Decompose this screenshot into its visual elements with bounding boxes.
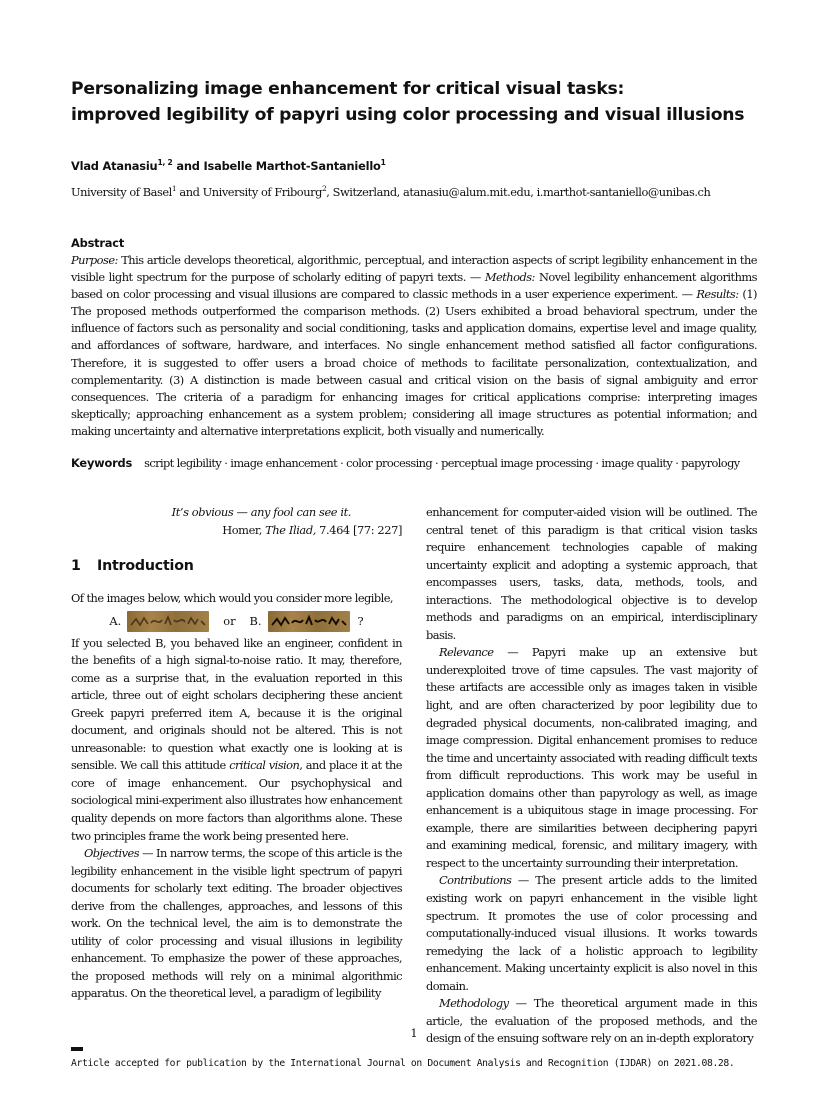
affil-mark-2: 2: [321, 184, 327, 193]
contributions-label: Contributions: [439, 873, 512, 888]
affil-mark-1: 1: [171, 184, 177, 193]
intro-paragraph-methodology: [426, 995, 757, 1048]
intro-lead: Of the images below, which would you consider more legible,: [71, 591, 393, 605]
author-1: Vlad Atanasiu: [71, 158, 158, 173]
abstract-methods-text: Novel legibility enhancement algorithms based on color processing and visual illusions are compared to classic methods in a user experience experiment. —: [71, 270, 757, 302]
epigraph-quote: It’s obvious — any fool can see it.: [171, 505, 351, 519]
affil-part-1: University of Basel: [71, 184, 172, 199]
author-connector: and: [172, 158, 204, 173]
relevance-text: — Papyri make up an extensive but underexploited trove of time capsules. The vast majority of these artifacts are accessible only as images taken in visible light, and are often characterized by poor legibility due to degraded physical documents, non-calibrated imaging, and image compression. Digital enhancement promises to reduce the time and uncertainty associated with reading difficult texts from difficult reproductions. This work may be useful in application domains other than papyrology as well, as image enhancement is a ubiquitous stage in image processing. For example, there are similarities between deciphering papyri and examining medical, forensic, and military imagery, with respect to the uncertainty surrounding their interpretation.: [426, 645, 757, 870]
intro-p1-b: and place it at the core of image enhancement. Our psychophysical and sociological mini-experiment also illustrates how enhancement quality depends on more factors than algorithms alone. These two principles frame the work being presented here.: [71, 758, 402, 843]
author-list: [71, 158, 386, 173]
abstract-heading: Abstract: [71, 236, 125, 250]
epigraph-source: [71, 522, 402, 540]
figure-label-a: A.: [109, 614, 122, 629]
methodology-text: — The theoretical argument made in this article, the evaluation of the proposed methods, and the design of the ensuing software rely on an in-depth exploratory: [426, 996, 757, 1046]
author-2: Isabelle Marthot-Santaniello: [203, 158, 381, 173]
intro-paragraph-contributions: [426, 872, 757, 995]
intro-paragraph-relevance: [426, 644, 757, 872]
abstract-purpose-label: Purpose:: [71, 253, 118, 267]
papyrus-image-b: [268, 611, 350, 632]
intro-paragraph-continued: enhancement for computer-aided vision will be outlined. The central tenet of this paradigm is that critical vision tasks require enhancement technologies capable of making uncertainty explicit and adopting a systemic approach, that encompasses users, tasks, data, methods, tools, and interactions. The methodological objective is to develop methods and paradigms on an empirical, interdisciplinary basis.: [426, 505, 757, 642]
section-number: 1: [71, 558, 81, 574]
author-1-affil-mark: 1, 2: [157, 158, 173, 167]
affil-part-2: and University of Fribourg: [176, 184, 322, 199]
author-2-affil-mark: 1: [380, 158, 386, 167]
paper-title: [71, 76, 771, 128]
epigraph: [71, 504, 402, 539]
papyrus-image-a: [127, 611, 209, 632]
abstract-results-label: Results:: [696, 287, 739, 302]
intro-paragraph-objectives: [71, 845, 402, 1003]
intro-paragraph-1: [71, 635, 402, 846]
abstract-methods-label: Methods:: [484, 270, 535, 285]
papyrus-comparison-figure: [71, 608, 402, 635]
intro-p1-a: If you selected B, you behaved like an engineer, confident in the benefits of a high signal-to-noise ratio. It may, therefore, come as a surprise that, in the evaluation reported in this article, three out of eight scholars deciphering these ancient Greek papyri preferred item A, because it is the original document, and originals should not be altered. This is not unreasonable: to question what exactly one is looking at is sensible. We call this attitude: [71, 635, 402, 773]
abstract-purpose-text: This article develops theoretical, algorithmic, perceptual, and interaction aspects of script legibility enhancement in the visible light spectrum for the purpose of scholarly editing of papyri texts. —: [71, 253, 757, 285]
publication-note: Article accepted for publication by the International Journal on Document Analysis and Recognition (IJDAR) on 2021.08.28.: [71, 1058, 735, 1069]
objectives-text: — In narrow terms, the scope of this article is the legibility enhancement in the visible light spectrum of papyri documents for scholarly text editing. The broader objectives derive from the challenges, approaches, and lessons of this work. On the technical level, the aim is to demonstrate the utility of color processing and visual illusions in legibility enhancement. To emphasize the power of these approaches, the proposed methods will rely on a minimal algorithmic apparatus. On the theoretical level, a paradigm of legibility: [71, 846, 402, 1001]
keywords-text: script legibility · image enhancement · color processing · perceptual image processing · image quality · papyrology: [144, 456, 740, 470]
objectives-label: Objectives: [84, 846, 140, 861]
affiliations: [71, 184, 791, 199]
epigraph-author: Homer,: [222, 522, 266, 537]
section-heading: [71, 558, 402, 574]
affil-part-3: , Switzerland, atanasiu@alum.mit.edu, i.marthot-santaniello@unibas.ch: [326, 184, 711, 199]
figure-or: or: [223, 614, 236, 629]
abstract-body: [71, 252, 757, 440]
page-number: 1: [410, 1026, 418, 1040]
abstract-results-text: (1) The proposed methods outperformed the comparison methods. (2) Users exhibited a broad behavioral spectrum, under the influence of factors such as personality and social conditioning, tasks and application domains, expertise level and image quality, and affordances of software, hardware, and interfaces. No single enhancement method satisfied all factor configurations. Therefore, it is suggested to offer users a broad choice of methods to facilitate personalization, contextualization, and complementarity. (3) A distinction is made between casual and critical vision on the basis of signal ambiguity and error consequences. The criteria of a paradigm for enhancing images for critical applications comprise: interpreting images skeptically; approaching enhancement as a system problem; considering all image structures as potential information; and making uncertainty and alternative interpretations explicit, both visually and numerically.: [71, 287, 757, 438]
contributions-text: — The present article adds to the limited existing work on papyri enhancement in the visible light spectrum. It promotes the use of color processing and computationally-induced visual illusions. It works towards remedying the lack of a holistic approach to legibility enhancement. Making uncertainty explicit is also novel in this domain.: [426, 873, 757, 993]
title-line-1: Personalizing image enhancement for critical visual tasks:: [71, 79, 625, 99]
section-title: Introduction: [97, 558, 194, 574]
title-line-2: improved legibility of papyri using color processing and visual illusions: [71, 105, 745, 125]
epigraph-ref: 7.464 [77: 227]: [315, 522, 402, 537]
left-column: [71, 504, 402, 1003]
intro-p1-em: critical vision,: [229, 758, 303, 773]
keywords-line: [71, 456, 771, 470]
methodology-label: Methodology: [439, 996, 509, 1011]
epigraph-work: The Iliad,: [265, 522, 316, 537]
keywords-label: Keywords: [71, 456, 133, 470]
footer-rule-mark: [71, 1047, 83, 1051]
right-column: [426, 504, 757, 1048]
relevance-label: Relevance: [439, 645, 494, 660]
figure-label-b: B.: [249, 614, 262, 629]
figure-question-mark: ?: [357, 614, 364, 629]
